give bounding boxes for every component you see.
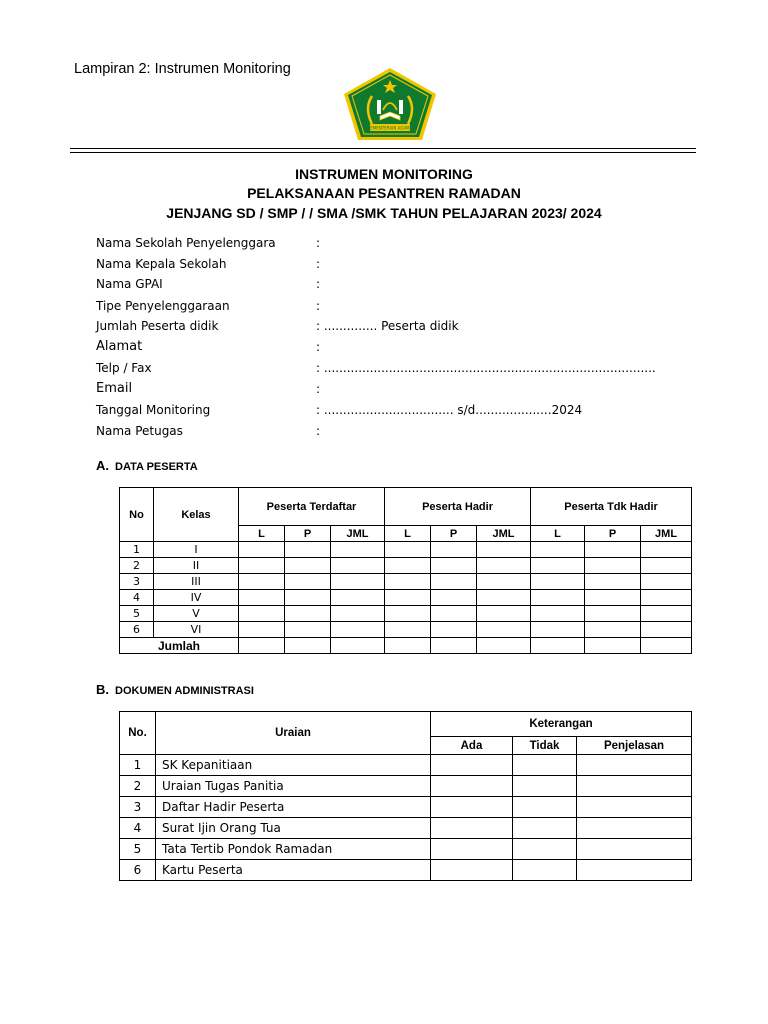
lampiran-heading: Lampiran 2: Instrumen Monitoring bbox=[74, 61, 291, 77]
cell[interactable] bbox=[385, 638, 431, 654]
row-uraian: Tata Tertib Pondok Ramadan bbox=[156, 839, 431, 860]
row-no: 4 bbox=[120, 818, 156, 839]
field-value-nama-gpai: : bbox=[316, 277, 321, 291]
cell[interactable] bbox=[331, 590, 385, 606]
section-b-heading bbox=[96, 682, 254, 697]
cell[interactable] bbox=[641, 590, 692, 606]
cell[interactable] bbox=[477, 590, 531, 606]
field-label-telp: Telp / Fax bbox=[96, 361, 152, 375]
field-label-jumlah-peserta: Jumlah Peserta didik bbox=[96, 319, 219, 333]
cell[interactable] bbox=[577, 755, 692, 776]
section-a-letter: A. bbox=[96, 458, 109, 473]
row-kelas: II bbox=[154, 558, 239, 574]
field-value-petugas: : bbox=[316, 424, 321, 438]
cell[interactable] bbox=[641, 638, 692, 654]
row-no: 1 bbox=[120, 542, 154, 558]
col-p: P bbox=[285, 526, 331, 542]
col-l: L bbox=[385, 526, 431, 542]
cell[interactable] bbox=[431, 776, 513, 797]
cell[interactable] bbox=[477, 606, 531, 622]
col-uraian: Uraian bbox=[156, 712, 431, 755]
data-peserta-table bbox=[119, 487, 692, 654]
cell[interactable] bbox=[431, 606, 477, 622]
cell[interactable] bbox=[239, 558, 285, 574]
col-keterangan: Keterangan bbox=[431, 712, 692, 737]
cell[interactable] bbox=[331, 606, 385, 622]
row-no: 3 bbox=[120, 574, 154, 590]
cell[interactable] bbox=[513, 818, 577, 839]
cell[interactable] bbox=[477, 542, 531, 558]
field-value-email: : bbox=[316, 382, 321, 396]
cell[interactable] bbox=[513, 776, 577, 797]
title-line-3: JENJANG SD / SMP / / SMA /SMK TAHUN PELAJARAN 2023/ 2024 bbox=[166, 205, 602, 221]
cell[interactable] bbox=[285, 558, 331, 574]
field-label-nama-gpai: Nama GPAI bbox=[96, 277, 163, 291]
cell[interactable] bbox=[239, 574, 285, 590]
cell[interactable] bbox=[477, 638, 531, 654]
field-label-tanggal: Tanggal Monitoring bbox=[96, 403, 211, 417]
cell[interactable] bbox=[285, 542, 331, 558]
cell[interactable] bbox=[431, 797, 513, 818]
cell[interactable] bbox=[331, 622, 385, 638]
cell[interactable] bbox=[285, 590, 331, 606]
cell[interactable] bbox=[513, 860, 577, 881]
row-uraian: Surat Ijin Orang Tua bbox=[156, 818, 431, 839]
col-l: L bbox=[531, 526, 585, 542]
col-penjelasan: Penjelasan bbox=[577, 737, 692, 755]
field-value-nama-sekolah: : bbox=[316, 236, 321, 250]
row-kelas: V bbox=[154, 606, 239, 622]
row-no: 4 bbox=[120, 590, 154, 606]
cell[interactable] bbox=[431, 755, 513, 776]
cell[interactable] bbox=[385, 558, 431, 574]
cell[interactable] bbox=[531, 606, 585, 622]
row-kelas: IV bbox=[154, 590, 239, 606]
header-rule-thin bbox=[70, 152, 696, 153]
col-jml: JML bbox=[641, 526, 692, 542]
cell[interactable] bbox=[431, 590, 477, 606]
row-no: 3 bbox=[120, 797, 156, 818]
cell[interactable] bbox=[531, 622, 585, 638]
cell[interactable] bbox=[331, 574, 385, 590]
table-row bbox=[120, 776, 692, 797]
cell[interactable] bbox=[531, 542, 585, 558]
row-no: 6 bbox=[120, 860, 156, 881]
cell[interactable] bbox=[585, 590, 641, 606]
cell[interactable] bbox=[585, 558, 641, 574]
cell[interactable] bbox=[239, 606, 285, 622]
row-no: 5 bbox=[120, 606, 154, 622]
cell[interactable] bbox=[239, 622, 285, 638]
col-peserta-tdk-hadir: Peserta Tdk Hadir bbox=[531, 488, 692, 526]
row-no: 6 bbox=[120, 622, 154, 638]
cell[interactable] bbox=[577, 797, 692, 818]
col-no: No. bbox=[120, 712, 156, 755]
row-no: 2 bbox=[120, 776, 156, 797]
row-no: 1 bbox=[120, 755, 156, 776]
section-b-letter: B. bbox=[96, 682, 109, 697]
table-row bbox=[120, 797, 692, 818]
cell[interactable] bbox=[513, 755, 577, 776]
cell[interactable] bbox=[585, 638, 641, 654]
col-p: P bbox=[431, 526, 477, 542]
row-no: 2 bbox=[120, 558, 154, 574]
cell[interactable] bbox=[431, 542, 477, 558]
table-row bbox=[120, 860, 692, 881]
field-value-tanggal: : .................................. s/d....................2024 bbox=[316, 403, 583, 417]
cell[interactable] bbox=[285, 638, 331, 654]
table-row bbox=[120, 839, 692, 860]
table-row bbox=[120, 818, 692, 839]
cell[interactable] bbox=[513, 797, 577, 818]
table-row bbox=[120, 606, 692, 622]
header-rule-thick bbox=[70, 148, 696, 149]
col-jml: JML bbox=[331, 526, 385, 542]
row-no: 5 bbox=[120, 839, 156, 860]
field-value-alamat: : bbox=[316, 340, 321, 354]
section-a-title: DATA PESERTA bbox=[115, 461, 198, 473]
title-line-1: INSTRUMEN MONITORING bbox=[295, 166, 473, 182]
row-uraian: Daftar Hadir Peserta bbox=[156, 797, 431, 818]
cell[interactable] bbox=[285, 574, 331, 590]
dokumen-administrasi-table bbox=[119, 711, 692, 881]
cell[interactable] bbox=[239, 590, 285, 606]
kemenag-logo-icon bbox=[342, 66, 438, 142]
cell[interactable] bbox=[585, 622, 641, 638]
row-kelas: III bbox=[154, 574, 239, 590]
table-row bbox=[120, 622, 692, 638]
field-label-email: Email bbox=[96, 381, 133, 396]
cell[interactable] bbox=[285, 622, 331, 638]
cell[interactable] bbox=[331, 558, 385, 574]
table-row bbox=[120, 590, 692, 606]
col-jml: JML bbox=[477, 526, 531, 542]
cell[interactable] bbox=[531, 558, 585, 574]
cell[interactable] bbox=[641, 542, 692, 558]
cell[interactable] bbox=[331, 542, 385, 558]
cell[interactable] bbox=[431, 860, 513, 881]
cell[interactable] bbox=[531, 638, 585, 654]
table-row bbox=[120, 542, 692, 558]
field-value-jumlah-peserta: : .............. Peserta didik bbox=[316, 319, 459, 333]
field-value-kepala-sekolah: : bbox=[316, 257, 321, 271]
cell[interactable] bbox=[585, 574, 641, 590]
table-row bbox=[120, 755, 692, 776]
cell[interactable] bbox=[477, 622, 531, 638]
row-kelas: I bbox=[154, 542, 239, 558]
cell[interactable] bbox=[285, 606, 331, 622]
col-peserta-terdaftar: Peserta Terdaftar bbox=[239, 488, 385, 526]
cell[interactable] bbox=[385, 606, 431, 622]
cell[interactable] bbox=[513, 839, 577, 860]
field-value-tipe: : bbox=[316, 299, 321, 313]
cell[interactable] bbox=[531, 574, 585, 590]
cell[interactable] bbox=[585, 542, 641, 558]
table-row bbox=[120, 558, 692, 574]
cell[interactable] bbox=[585, 606, 641, 622]
cell[interactable] bbox=[577, 776, 692, 797]
col-no: No bbox=[120, 488, 154, 542]
section-b-title: DOKUMEN ADMINISTRASI bbox=[115, 685, 254, 697]
cell[interactable] bbox=[577, 860, 692, 881]
col-l: L bbox=[239, 526, 285, 542]
row-uraian: Kartu Peserta bbox=[156, 860, 431, 881]
cell[interactable] bbox=[385, 622, 431, 638]
field-label-petugas: Nama Petugas bbox=[96, 424, 183, 438]
cell[interactable] bbox=[641, 622, 692, 638]
col-kelas: Kelas bbox=[154, 488, 239, 542]
cell[interactable] bbox=[239, 638, 285, 654]
col-ada: Ada bbox=[431, 737, 513, 755]
field-label-alamat: Alamat bbox=[96, 339, 143, 354]
col-p: P bbox=[585, 526, 641, 542]
row-uraian: SK Kepanitiaan bbox=[156, 755, 431, 776]
cell[interactable] bbox=[331, 638, 385, 654]
cell[interactable] bbox=[431, 622, 477, 638]
field-label-nama-sekolah: Nama Sekolah Penyelenggara bbox=[96, 236, 276, 250]
cell[interactable] bbox=[431, 638, 477, 654]
col-tidak: Tidak bbox=[513, 737, 577, 755]
table-row bbox=[120, 574, 692, 590]
cell[interactable] bbox=[431, 818, 513, 839]
field-label-kepala-sekolah: Nama Kepala Sekolah bbox=[96, 257, 227, 271]
cell[interactable] bbox=[431, 574, 477, 590]
field-label-tipe: Tipe Penyelenggaraan bbox=[96, 299, 230, 313]
cell[interactable] bbox=[641, 558, 692, 574]
cell[interactable] bbox=[431, 558, 477, 574]
field-value-telp: : ....................................................................................... bbox=[316, 361, 656, 375]
cell[interactable] bbox=[385, 590, 431, 606]
row-uraian: Uraian Tugas Panitia bbox=[156, 776, 431, 797]
cell[interactable] bbox=[385, 574, 431, 590]
total-row bbox=[120, 638, 692, 654]
title-line-2: PELAKSANAAN PESANTREN RAMADAN bbox=[247, 185, 521, 201]
cell[interactable] bbox=[239, 542, 285, 558]
cell[interactable] bbox=[477, 574, 531, 590]
cell[interactable] bbox=[385, 542, 431, 558]
cell[interactable] bbox=[577, 839, 692, 860]
cell[interactable] bbox=[531, 590, 585, 606]
col-peserta-hadir: Peserta Hadir bbox=[385, 488, 531, 526]
cell[interactable] bbox=[577, 818, 692, 839]
cell[interactable] bbox=[431, 839, 513, 860]
logo-text: KEMENTERIAN AGAMA bbox=[367, 125, 413, 131]
row-kelas: VI bbox=[154, 622, 239, 638]
cell[interactable] bbox=[477, 558, 531, 574]
section-a-heading bbox=[96, 458, 198, 473]
cell[interactable] bbox=[641, 574, 692, 590]
total-label: Jumlah bbox=[120, 638, 239, 654]
cell[interactable] bbox=[641, 606, 692, 622]
